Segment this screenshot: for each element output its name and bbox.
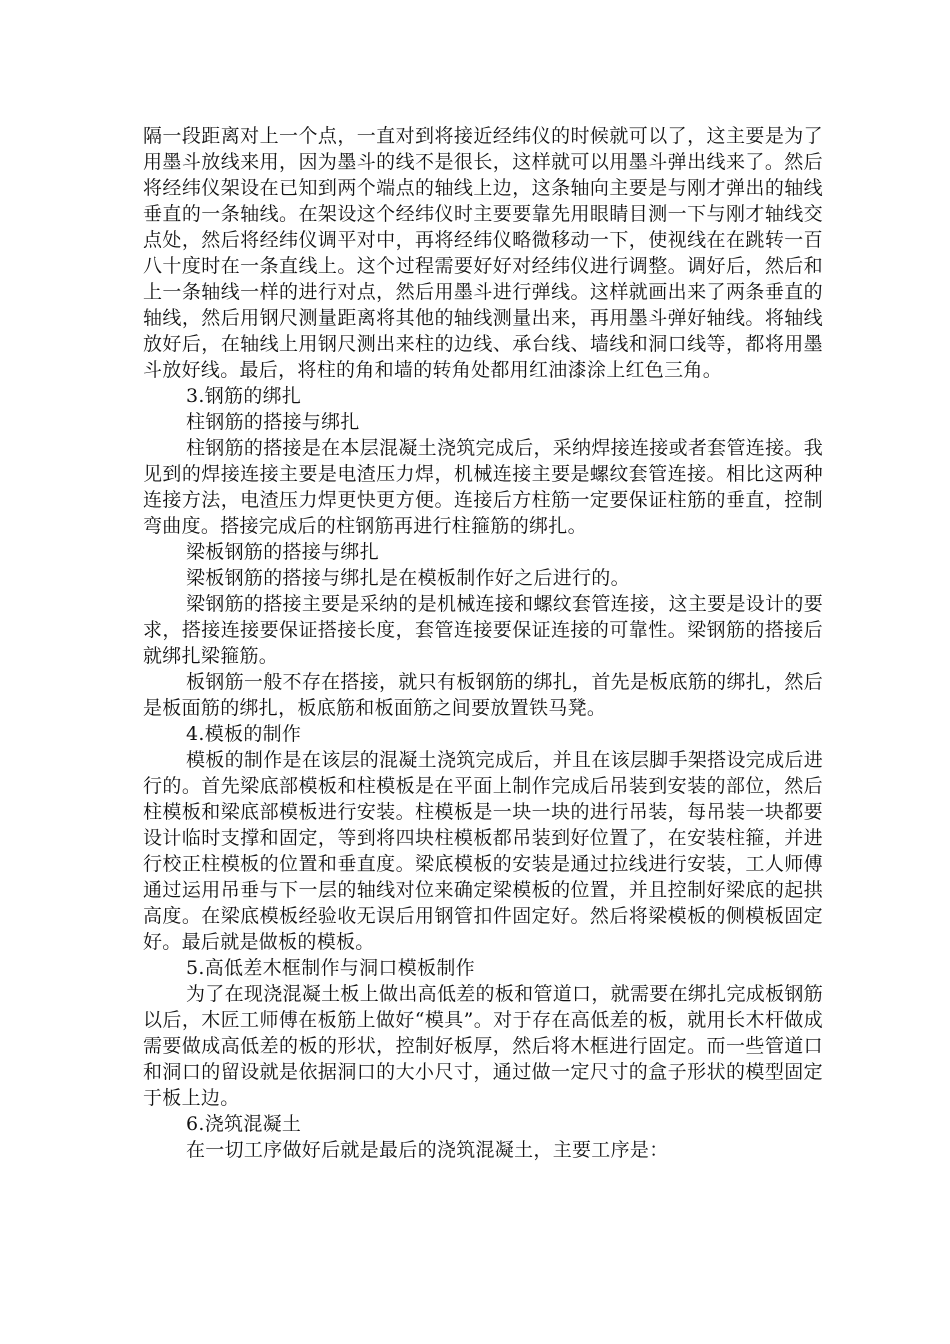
paragraph-frame-opening: 为了在现浇混凝土板上做出高低差的板和管道口，就需要在绑扎完成板钢筋以后，木匠工师傅在板筋上做好“模具”。对于存在高低差的板，就用长木杆做成需要做成高低差的板的形状，控制好板厚，然后将木框进行固定。而一些管道口和洞口的留设就是依据洞口的大小尺寸，通过做一定尺寸的盒子形状的模型固定于板上边。 bbox=[143, 983, 823, 1109]
paragraph-formwork: 模板的制作是在该层的混凝土浇筑完成后，并且在该层脚手架搭设完成后进行的。首先梁底部模板和柱模板是在平面上制作完成后吊装到安装的部位，然后柱模板和梁底部模板进行安装。柱模板是一块一块的进行吊装，每吊装一块都要设计临时支撑和固定，等到将四块柱模板都吊装到好位置了，在安装柱箍，并进行校正柱模板的位置和垂直度。梁底模板的安装是通过拉线进行安装，工人师傅通过运用吊垂与下一层的轴线对位来确定梁模板的位置，并且控制好梁底的起拱高度。在梁底模板经验收无误后用钢管扣件固定好。然后将梁模板的侧模板固定好。最后就是做板的模板。 bbox=[143, 749, 823, 953]
subheading-beam-slab-rebar: 梁板钢筋的搭接与绑扎 bbox=[186, 541, 380, 563]
section-heading-frame-opening: 5.高低差木框制作与洞口模板制作 bbox=[186, 957, 475, 979]
section-heading-rebar-binding: 3.钢筋的绑扎 bbox=[186, 385, 302, 407]
paragraph-beam-rebar: 梁钢筋的搭接主要是采纳的是机械连接和螺纹套管连接，这主要是设计的要求，搭接连接要保证搭接长度，套管连接要保证连接的可靠性。梁钢筋的搭接后就绑扎梁箍筋。 bbox=[143, 593, 823, 667]
paragraph-column-rebar: 柱钢筋的搭接是在本层混凝土浇筑完成后，采纳焊接连接或者套管连接。我见到的焊接连接主要是电渣压力焊，机械连接主要是螺纹套管连接。相比这两种连接方法，电渣压力焊更快更方便。连接后方柱筋一定要保证柱筋的垂直，控制弯曲度。搭接完成后的柱钢筋再进行柱箍筋的绑扎。 bbox=[143, 437, 823, 537]
subheading-column-rebar: 柱钢筋的搭接与绑扎 bbox=[186, 411, 360, 433]
paragraph-beam-slab-intro: 梁板钢筋的搭接与绑扎是在模板制作好之后进行的。 bbox=[186, 567, 630, 589]
paragraph-slab-rebar: 板钢筋一般不存在搭接，就只有板钢筋的绑扎，首先是板底筋的绑扎，然后是板面筋的绑扎，板底筋和板面筋之间要放置铁马凳。 bbox=[143, 671, 823, 719]
paragraph-survey-continued: 隔一段距离对上一个点，一直对到将接近经纬仪的时候就可以了，这主要是为了用墨斗放线来用，因为墨斗的线不是很长，这样就可以用墨斗弹出线来了。然后将经纬仪架设在已知到两个端点的轴线上边，这条轴向主要是与刚才弹出的轴线垂直的一条轴线。在架设这个经纬仪时主要要靠先用眼睛目测一下与刚才轴线交点处，然后将经纬仪调平对中，再将经纬仪略微移动一下，使视线在在跳转一百八十度时在一条直线上。这个过程需要好好对经纬仪进行调整。调好后，然后和上一条轴线一样的进行对点，然后用墨斗进行弹线。这样就画出来了两条垂直的轴线，然后用钢尺测量距离将其他的轴线测量出来，再用墨斗弹好轴线。将轴线放好后，在轴线上用钢尺测出来柱的边线、承台线、墙线和洞口线等，都将用墨斗放好线。最后，将柱的角和墙的转角处都用红油漆涂上红色三角。 bbox=[143, 125, 823, 381]
paragraph-concrete-pouring: 在一切工序做好后就是最后的浇筑混凝土，主要工序是： bbox=[186, 1139, 669, 1161]
section-heading-formwork: 4.模板的制作 bbox=[186, 723, 302, 745]
document-body bbox=[143, 123, 823, 1163]
section-heading-concrete-pouring: 6.浇筑混凝土 bbox=[186, 1113, 302, 1135]
